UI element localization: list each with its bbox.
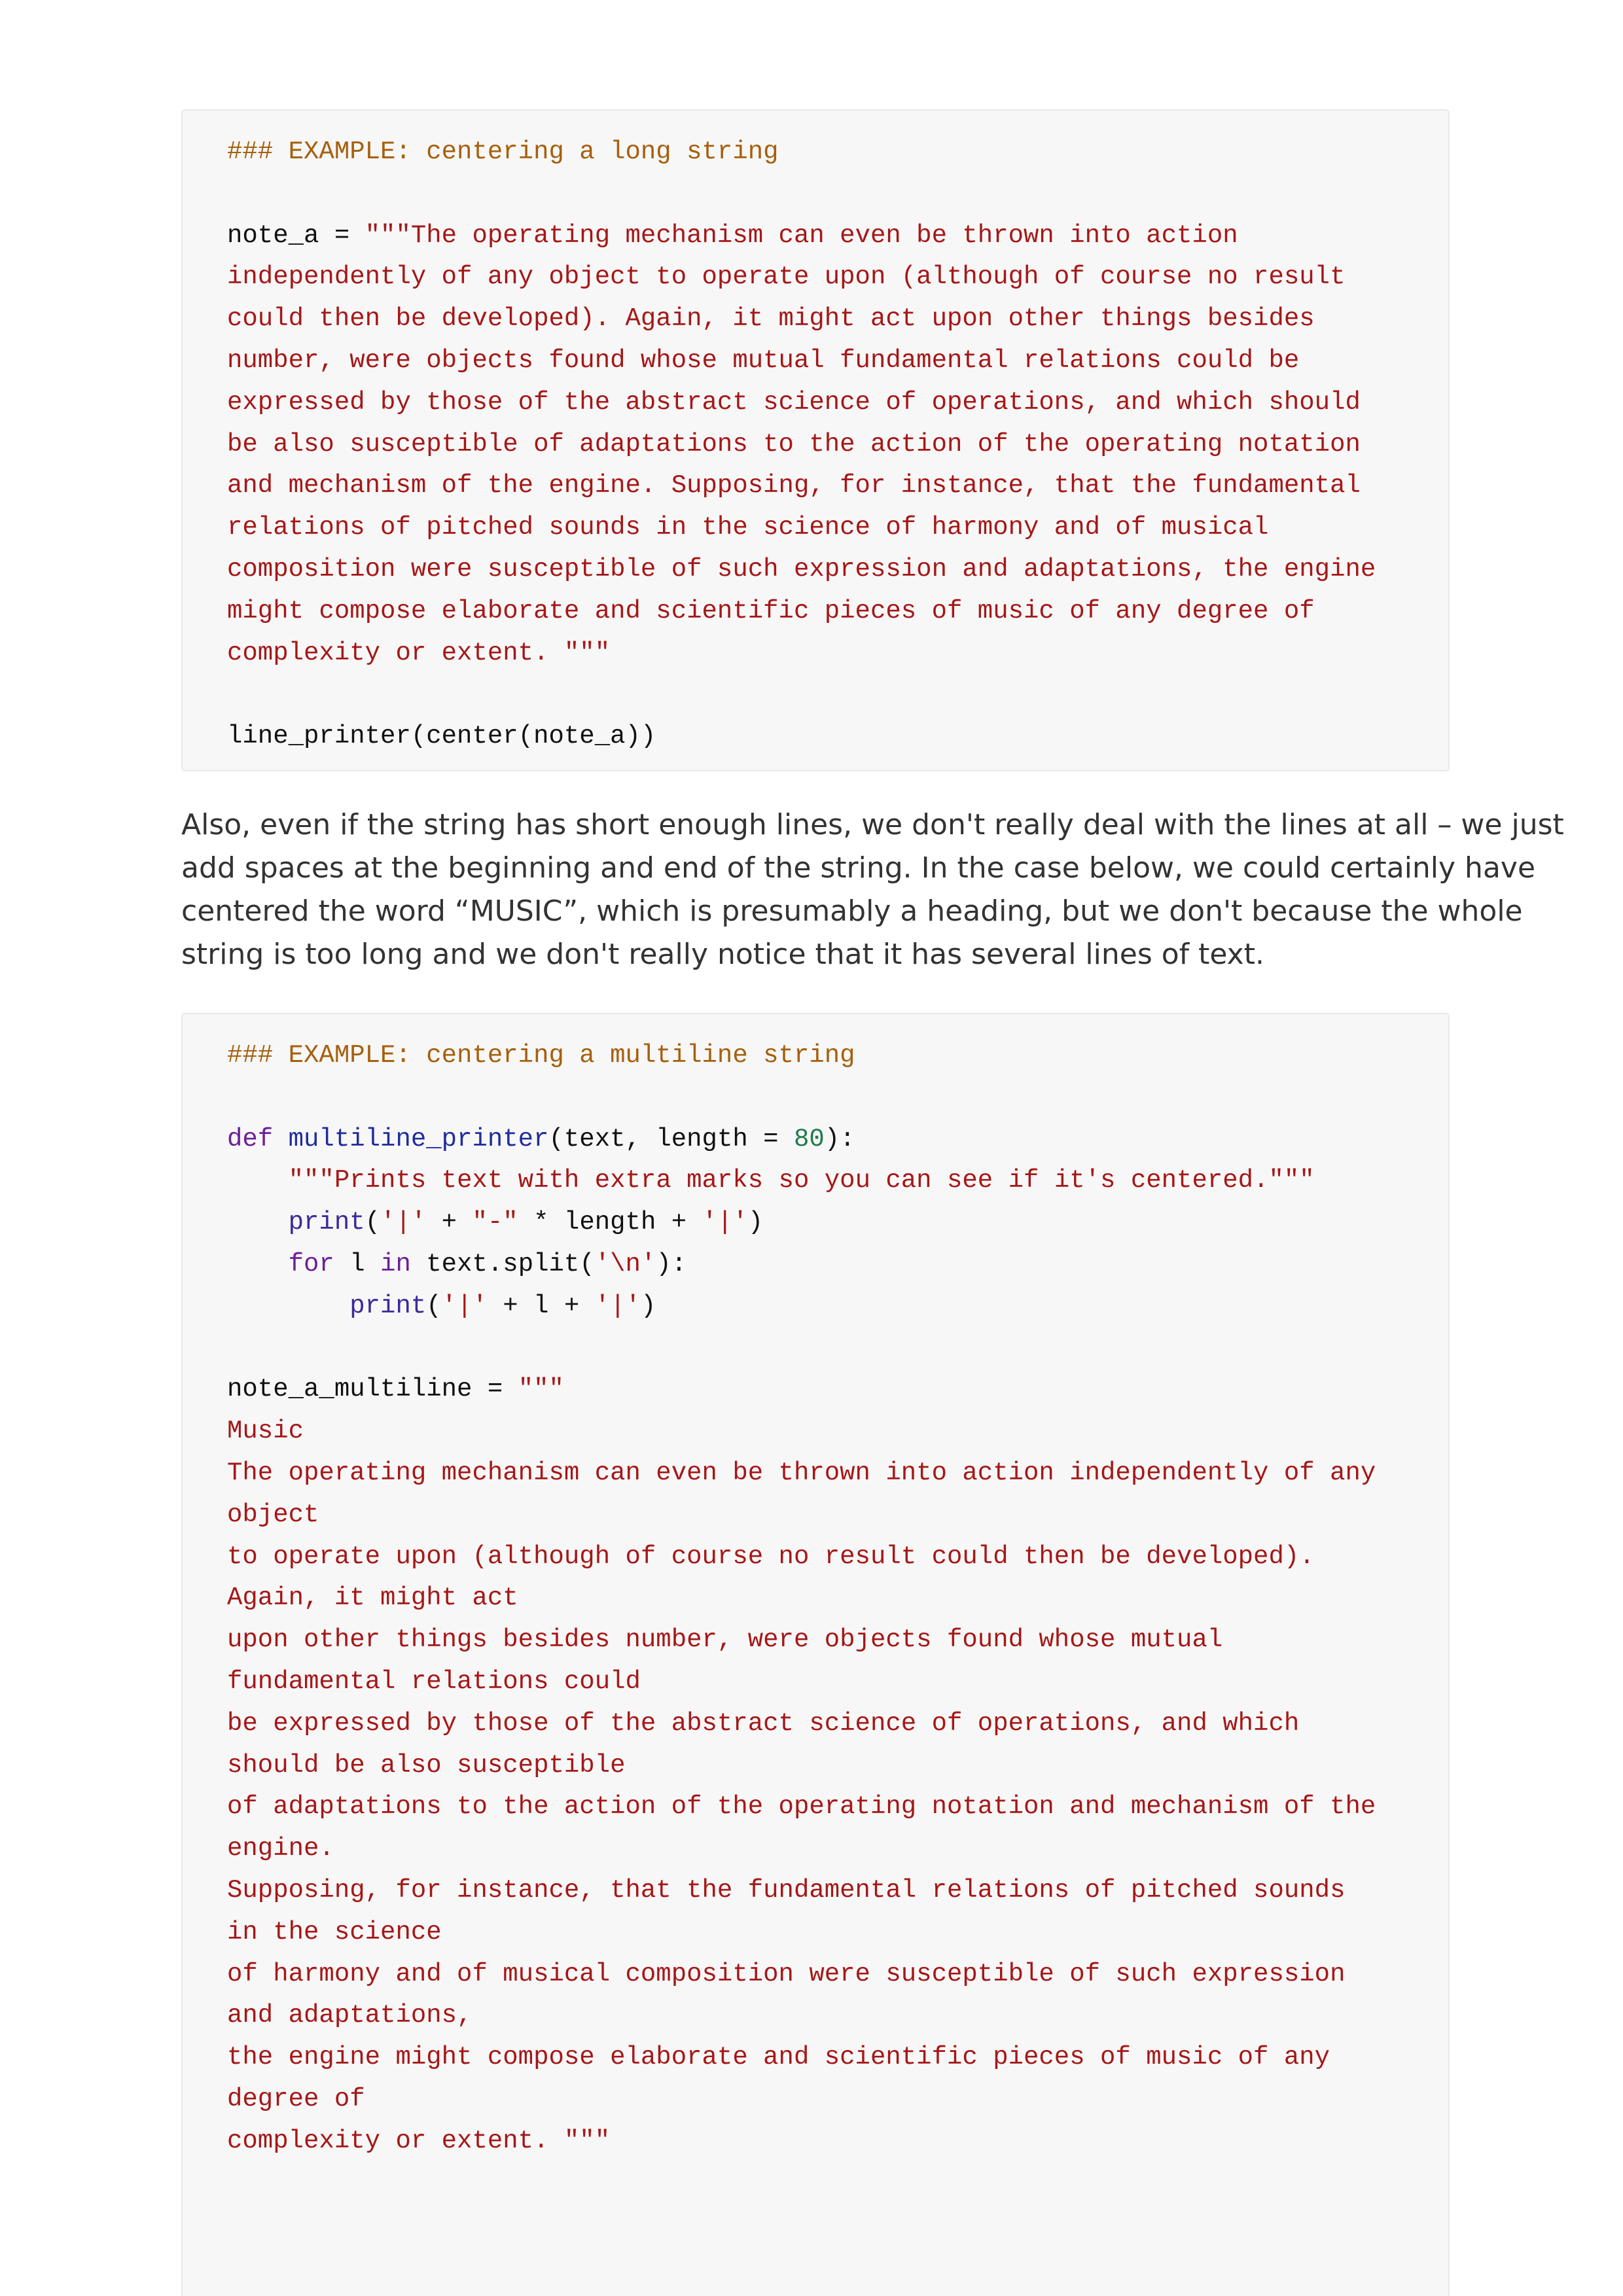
loop-iterable: text.split( bbox=[410, 1249, 595, 1279]
code-block-centering-long-string bbox=[181, 109, 1450, 771]
function-params: (text, length = bbox=[548, 1124, 794, 1154]
paragraph-line: add spaces at the beginning and end of the string. In the case below, we could certainly have bbox=[181, 851, 1536, 885]
paren: ) bbox=[747, 1208, 764, 1237]
string-line: be also susceptible of adaptations to the action of the operating notation bbox=[227, 429, 1361, 459]
def-keyword: def bbox=[227, 1124, 274, 1154]
string-line: independently of any object to operate upon (although of course no result bbox=[227, 262, 1346, 292]
string-line: expressed by those of the abstract science of operations, and which should bbox=[227, 387, 1361, 417]
blank-line bbox=[227, 1077, 1448, 1119]
assignment-line bbox=[227, 1369, 1448, 1411]
for-end: ): bbox=[656, 1249, 687, 1279]
string-line: The operating mechanism can even be thrown into action independently of any bbox=[227, 1458, 1376, 1487]
string-line: in the science bbox=[227, 1917, 442, 1947]
variable-name: note_a_multiline = bbox=[227, 1375, 518, 1404]
paren: ( bbox=[426, 1291, 442, 1320]
string-line: of adaptations to the action of the operating notation and mechanism of the bbox=[227, 1792, 1376, 1822]
in-keyword: in bbox=[380, 1249, 411, 1279]
string-line: to operate upon (although of course no result could then be developed). bbox=[227, 1542, 1315, 1571]
string-line: composition were susceptible of such expression and adaptations, the engine bbox=[227, 554, 1376, 584]
string-line: be expressed by those of the abstract science of operations, and which bbox=[227, 1708, 1300, 1738]
explanation-paragraph bbox=[181, 804, 1564, 976]
string-literal: '|' bbox=[380, 1208, 427, 1237]
paragraph-line: Also, even if the string has short enough lines, we don't really deal with the lines at all – we just bbox=[181, 808, 1564, 841]
string-literal: """The operating mechanism can even be thrown into action bbox=[365, 221, 1238, 250]
string-literal: '\n' bbox=[594, 1249, 656, 1279]
string-line: number, were objects found whose mutual fundamental relations could be bbox=[227, 345, 1300, 375]
operator: + bbox=[426, 1208, 473, 1237]
docstring-line bbox=[227, 1160, 1448, 1202]
docstring: """Prints text with extra marks so you can see if it's centered.""" bbox=[288, 1166, 1315, 1195]
operator: + l + bbox=[487, 1291, 595, 1320]
code-comment: ### EXAMPLE: centering a long string bbox=[227, 137, 779, 166]
string-line: fundamental relations could bbox=[227, 1667, 641, 1696]
string-line: should be also susceptible bbox=[227, 1750, 626, 1780]
variable-name: note_a = bbox=[227, 221, 365, 250]
operator: * length + bbox=[518, 1208, 702, 1237]
string-literal: '|' bbox=[441, 1291, 488, 1320]
for-loop-line bbox=[227, 1244, 1448, 1286]
string-literal: '|' bbox=[594, 1291, 641, 1320]
paragraph-line: centered the word “MUSIC”, which is presumably a heading, but we don't because the whole bbox=[181, 894, 1523, 928]
loop-variable: l bbox=[334, 1249, 381, 1279]
blank-line bbox=[227, 674, 1448, 716]
string-line: the engine might compose elaborate and scientific pieces of music of any bbox=[227, 2043, 1330, 2072]
paren: ( bbox=[365, 1208, 381, 1237]
string-line: of harmony and of musical composition were susceptible of such expression bbox=[227, 1959, 1346, 1988]
assignment-line bbox=[227, 215, 1448, 257]
string-line: Again, it might act bbox=[227, 1583, 518, 1613]
string-line: Music bbox=[227, 1417, 304, 1446]
print-builtin: print bbox=[288, 1208, 365, 1237]
function-call-line: line_printer(center(note_a)) bbox=[227, 722, 656, 751]
string-literal: '|' bbox=[702, 1208, 748, 1237]
string-line: degree of bbox=[227, 2084, 365, 2113]
string-literal: "-" bbox=[472, 1208, 518, 1237]
string-line: and mechanism of the engine. Supposing, for instance, that the fundamental bbox=[227, 471, 1361, 501]
string-line: might compose elaborate and scientific pieces of music of any degree of bbox=[227, 596, 1315, 626]
string-line: complexity or extent. """ bbox=[227, 638, 611, 667]
string-line: Supposing, for instance, that the fundamental relations of pitched sounds bbox=[227, 1875, 1346, 1905]
function-def-line bbox=[227, 1119, 1448, 1161]
code-block-centering-multiline-string bbox=[181, 1013, 1450, 2296]
string-literal: """ bbox=[518, 1375, 564, 1404]
paren: ) bbox=[640, 1291, 656, 1320]
string-line: and adaptations, bbox=[227, 2001, 473, 2030]
string-line: engine. bbox=[227, 1834, 334, 1863]
print-line bbox=[227, 1202, 1448, 1244]
default-value: 80 bbox=[793, 1124, 825, 1154]
paragraph-line: string is too long and we don't really notice that it has several lines of text. bbox=[181, 938, 1264, 971]
params-end: ): bbox=[824, 1124, 855, 1154]
string-line: upon other things besides number, were objects found whose mutual bbox=[227, 1625, 1223, 1655]
code-comment: ### EXAMPLE: centering a multiline string bbox=[227, 1041, 855, 1070]
print-builtin: print bbox=[349, 1291, 427, 1320]
function-name: multiline_printer bbox=[288, 1124, 549, 1154]
blank-line bbox=[227, 1328, 1448, 1369]
blank-line bbox=[227, 173, 1448, 215]
string-line: complexity or extent. """ bbox=[227, 2126, 611, 2155]
string-line: relations of pitched sounds in the science of harmony and of musical bbox=[227, 513, 1269, 542]
for-keyword: for bbox=[288, 1249, 334, 1279]
string-line: could then be developed). Again, it might act upon other things besides bbox=[227, 304, 1315, 334]
print-line bbox=[227, 1286, 1448, 1328]
string-line: object bbox=[227, 1500, 319, 1529]
